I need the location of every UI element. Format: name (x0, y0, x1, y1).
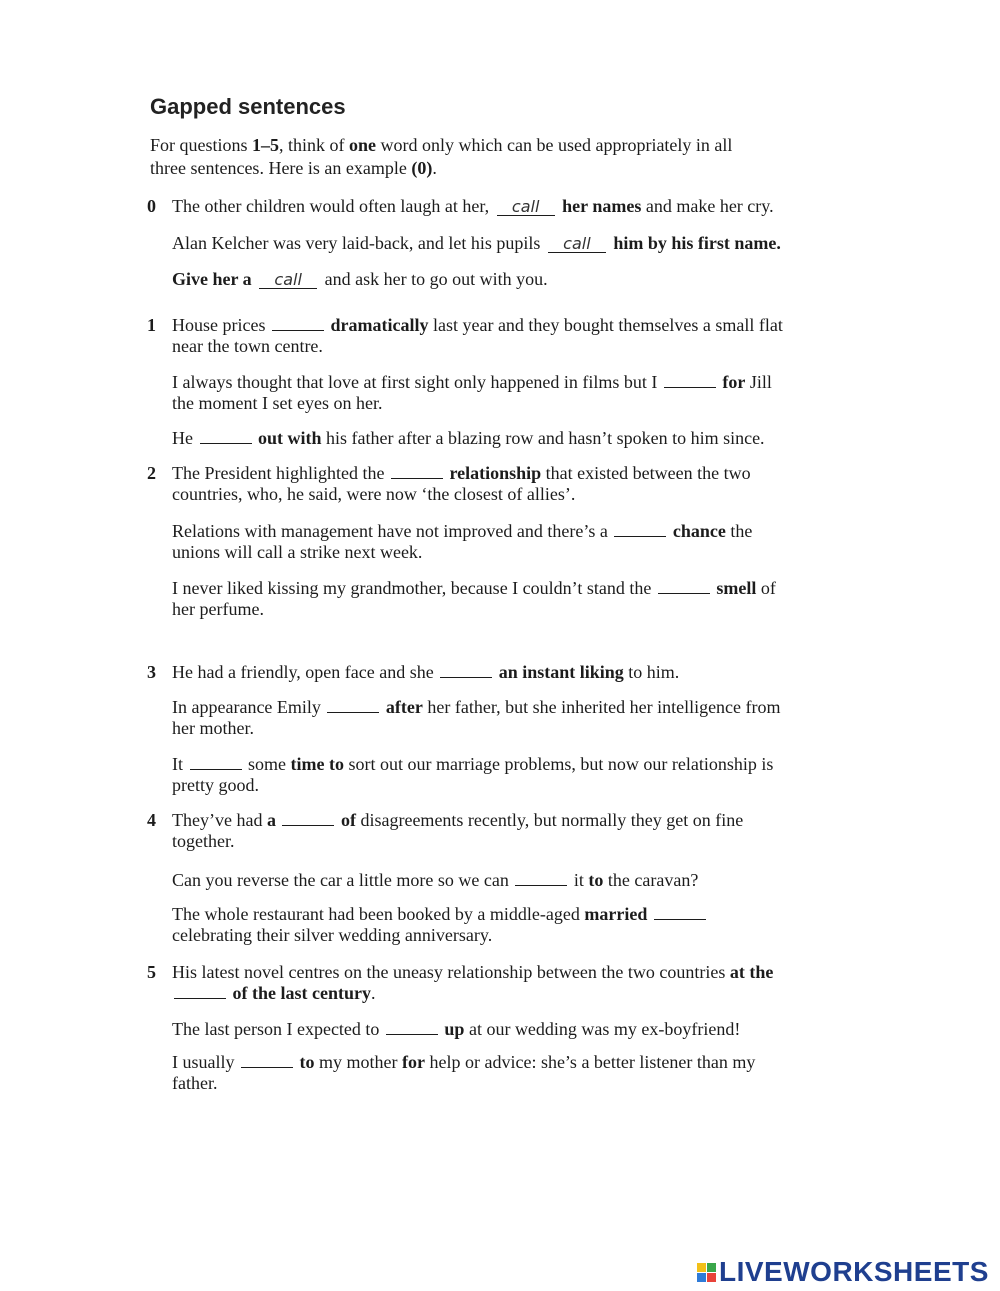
sentence-text: together. (172, 831, 235, 851)
q3-sentence-2 (172, 697, 932, 739)
sentence-text: His latest novel centres on the uneasy relationship between the two countries (172, 962, 730, 982)
key-words: of the last century (232, 983, 371, 1003)
sentence-text: and ask her to go out with you. (320, 269, 548, 289)
question-number: 3 (147, 662, 156, 682)
sentence-text: at our wedding was my ex-boyfriend! (464, 1019, 741, 1039)
answer-gap[interactable] (272, 316, 324, 331)
key-words: of (340, 810, 356, 830)
sentence-text: Relations with management have not improved and there’s a (172, 521, 613, 541)
logo-icon (697, 1263, 716, 1282)
answer-gap[interactable] (614, 522, 666, 537)
q2-sentence-2 (172, 521, 932, 563)
example-answer: call (548, 236, 606, 253)
instructions (150, 134, 920, 180)
sentence-text: Jill (745, 372, 772, 392)
sentence-text: his father after a blazing row and hasn’t spoken to him since. (321, 428, 765, 448)
sentence-text: that existed between the two (541, 463, 751, 483)
sentence-text: In appearance Emily (172, 697, 326, 717)
sentence-text: the (725, 521, 753, 541)
key-words: Give her a (172, 269, 257, 289)
sentence-text: last year and they bought themselves a small flat (428, 315, 783, 335)
key-words: for (402, 1052, 425, 1072)
sentence-text: help or advice: she’s a better listener than my (424, 1052, 756, 1072)
example-sentence-2 (172, 233, 932, 254)
key-words: married (584, 904, 648, 924)
key-words: to (299, 1052, 315, 1072)
q1-sentence-3 (172, 428, 932, 449)
sentence-text: of (756, 578, 776, 598)
sentence-text: father. (172, 1073, 218, 1093)
question-number: 5 (147, 962, 156, 982)
q4-sentence-1 (172, 810, 932, 852)
key-words: for (722, 372, 746, 392)
answer-gap[interactable] (654, 905, 706, 920)
q5-sentence-2 (172, 1019, 932, 1040)
sentence-text: it (569, 870, 589, 890)
liveworksheets-logo (697, 1256, 989, 1288)
answer-gap[interactable] (664, 373, 716, 388)
answer-gap[interactable] (440, 663, 492, 678)
page-title: Gapped sentences (150, 94, 346, 119)
sentence-text: the moment I set eyes on her. (172, 393, 383, 413)
sentence-text: He (172, 428, 198, 448)
answer-gap[interactable] (391, 464, 443, 479)
q3-sentence-3 (172, 754, 932, 796)
sentence-text: near the town centre. (172, 336, 323, 356)
sentence-text: her mother. (172, 718, 254, 738)
instructions-range: 1–5 (252, 135, 280, 155)
sentence-text: her perfume. (172, 599, 264, 619)
sentence-text: They’ve had (172, 810, 267, 830)
q5-sentence-3 (172, 1052, 932, 1094)
sentence-text: unions will call a strike next week. (172, 542, 423, 562)
instructions-text: word only which can be used appropriately in all (376, 135, 733, 155)
example-answer: call (497, 199, 555, 216)
question-number: 4 (147, 810, 156, 830)
key-words: dramatically (330, 315, 429, 335)
sentence-text: . (370, 983, 376, 1003)
key-words: him by his first name. (613, 233, 781, 253)
sentence-text: I always thought that love at first sight only happened in films but I (172, 372, 662, 392)
key-words: to (588, 870, 604, 890)
sentence-text: It (172, 754, 188, 774)
answer-gap[interactable] (515, 871, 567, 886)
key-words: her names (562, 196, 642, 216)
answer-gap[interactable] (386, 1020, 438, 1035)
q4-sentence-3 (172, 904, 932, 946)
q4-sentence-2 (172, 870, 932, 891)
sentence-text: disagreements recently, but normally they get on fine (355, 810, 744, 830)
sentence-text: House prices (172, 315, 270, 335)
question-number: 2 (147, 463, 156, 483)
instructions-emphasis: one (349, 135, 377, 155)
key-words: an instant liking (498, 662, 624, 682)
instructions-text: For questions (150, 135, 253, 155)
instructions-text: . (432, 158, 437, 178)
sentence-text: The last person I expected to (172, 1019, 384, 1039)
key-words: relationship (449, 463, 542, 483)
question-number: 0 (147, 196, 156, 216)
answer-gap[interactable] (200, 429, 252, 444)
sentence-text: The whole restaurant had been booked by a middle-aged (172, 904, 585, 924)
key-words: out with (258, 428, 322, 448)
sentence-text: my mother (314, 1052, 402, 1072)
sentence-text: celebrating their silver wedding anniversary. (172, 925, 493, 945)
answer-gap[interactable] (174, 984, 226, 999)
sentence-text: Alan Kelcher was very laid-back, and let his pupils (172, 233, 545, 253)
instructions-example-ref: (0) (411, 158, 433, 178)
q3-sentence-1 (172, 662, 932, 683)
key-words: at the (729, 962, 774, 982)
instructions-text: , think of (279, 135, 350, 155)
sentence-text: some (243, 754, 291, 774)
example-sentence-1 (172, 196, 932, 217)
sentence-text: pretty good. (172, 775, 259, 795)
sentence-text: I usually (172, 1052, 239, 1072)
sentence-text: and make her cry. (641, 196, 774, 216)
key-words: time to (290, 754, 344, 774)
sentence-text: The President highlighted the (172, 463, 389, 483)
key-words: chance (672, 521, 726, 541)
logo-text: LIVEWORKSHEETS (719, 1256, 989, 1287)
answer-gap[interactable] (327, 698, 379, 713)
example-sentence-3 (172, 269, 932, 290)
sentence-text: He had a friendly, open face and she (172, 662, 439, 682)
answer-gap[interactable] (190, 755, 242, 770)
sentence-text: to him. (623, 662, 680, 682)
sentence-text: the caravan? (603, 870, 699, 890)
sentence-text: Can you reverse the car a little more so we can (172, 870, 514, 890)
q1-sentence-1 (172, 315, 932, 357)
q2-sentence-3 (172, 578, 932, 620)
key-words: smell (716, 578, 757, 598)
key-words: after (385, 697, 423, 717)
answer-gap[interactable] (282, 811, 334, 826)
q5-sentence-1 (172, 962, 932, 1004)
key-words: a (266, 810, 276, 830)
question-number: 1 (147, 315, 156, 335)
sentence-text: her father, but she inherited her intelligence from (422, 697, 781, 717)
example-answer: call (259, 272, 317, 289)
answer-gap[interactable] (241, 1053, 293, 1068)
q2-sentence-1 (172, 463, 932, 505)
instructions-text: three sentences. Here is an example (150, 158, 412, 178)
sentence-text: The other children would often laugh at her, (172, 196, 494, 216)
sentence-text: I never liked kissing my grandmother, because I couldn’t stand the (172, 578, 656, 598)
key-words: up (444, 1019, 465, 1039)
q1-sentence-2 (172, 372, 932, 414)
sentence-text: sort out our marriage problems, but now our relationship is (343, 754, 774, 774)
answer-gap[interactable] (658, 579, 710, 594)
sentence-text: countries, who, he said, were now ‘the closest of allies’. (172, 484, 576, 504)
